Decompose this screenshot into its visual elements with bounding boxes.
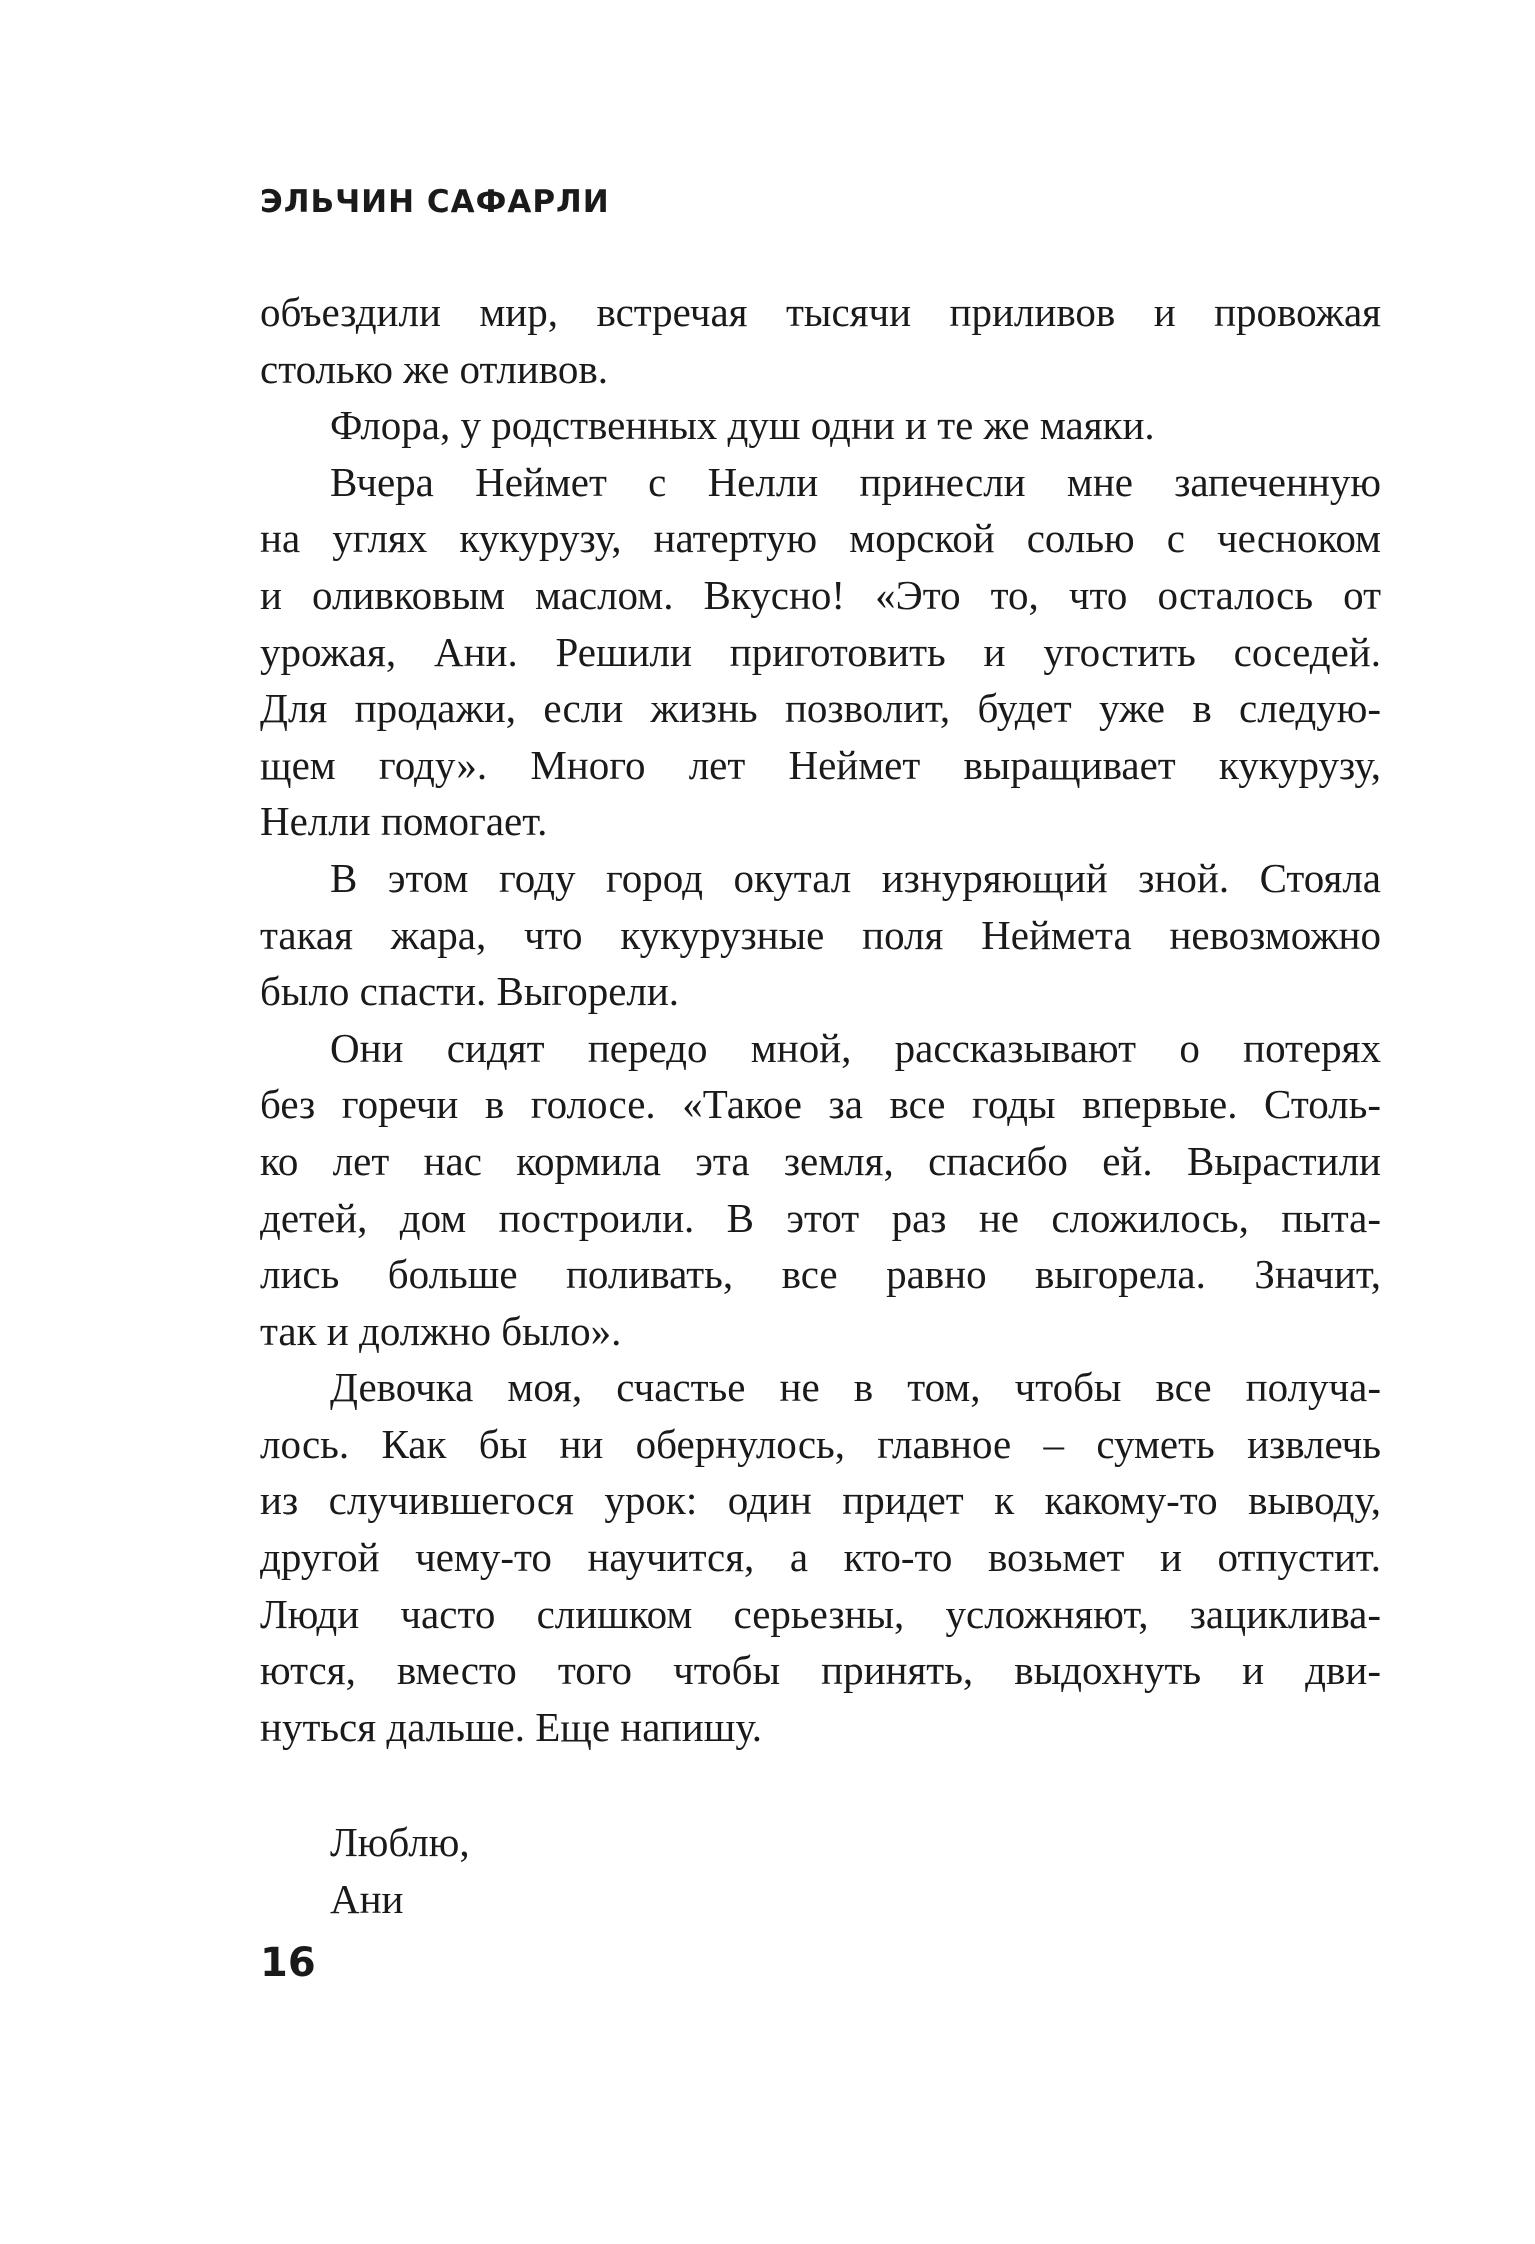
text-line: Люди часто слишком серьезны, усложняют, зациклива- bbox=[260, 1590, 1381, 1637]
text-line: лось. Как бы ни обернулось, главное – суметь извлечь bbox=[260, 1420, 1381, 1467]
text-line: было спасти. Выгорели. bbox=[260, 968, 680, 1015]
text-line: Флора, у родственных душ одни и те же маяки. bbox=[330, 402, 1155, 449]
text-line: и оливковым маслом. Вкусно! «Это то, что осталось от bbox=[260, 571, 1381, 618]
text-line: такая жара, что кукурузные поля Неймета невозможно bbox=[260, 911, 1381, 958]
text-line: Девочка моя, счастье не в том, чтобы все получа- bbox=[330, 1364, 1381, 1411]
body-text bbox=[260, 284, 1381, 1755]
text-line: детей, дом построили. В этот раз не сложилось, пыта- bbox=[260, 1194, 1381, 1241]
text-line: Нелли помогает. bbox=[260, 798, 548, 845]
text-line: столько же отливов. bbox=[260, 345, 608, 392]
text-line: нуться дальше. Еще напишу. bbox=[260, 1703, 762, 1750]
text-line: В этом году город окутал изнуряющий зной. Стояла bbox=[330, 854, 1381, 901]
text-line: Для продажи, если жизнь позволит, будет уже в следую- bbox=[260, 685, 1381, 732]
text-line: ко лет нас кормила эта земля, спасибо ей. Вырастили bbox=[260, 1137, 1381, 1184]
text-line: урожая, Ани. Решили приготовить и угостить соседей. bbox=[260, 628, 1381, 675]
page-number: 16 bbox=[260, 1940, 316, 1986]
text-line: ются, вместо того чтобы принять, выдохнуть и дви- bbox=[260, 1647, 1381, 1694]
signature bbox=[330, 1814, 470, 1927]
text-line: из случившегося урок: один придет к какому-то выводу, bbox=[260, 1477, 1381, 1524]
text-line: так и должно было». bbox=[260, 1307, 622, 1354]
signature-closing: Люблю, bbox=[330, 1819, 470, 1865]
text-line: Они сидят передо мной, рассказывают о потерях bbox=[330, 1024, 1381, 1071]
text-line: лись больше поливать, все равно выгорела. Значит, bbox=[260, 1251, 1381, 1298]
text-line: без горечи в голосе. «Такое за все годы впервые. Столь- bbox=[260, 1081, 1381, 1128]
text-line: на углях кукурузу, натертую морской солью с чесноком bbox=[260, 515, 1381, 562]
running-header-author: ЭЛЬЧИН САФАРЛИ bbox=[260, 184, 610, 220]
text-line: объездили мир, встречая тысячи приливов и провожая bbox=[260, 289, 1381, 335]
text-line: щем году». Много лет Неймет выращивает кукурузу, bbox=[260, 741, 1381, 788]
signature-name: Ани bbox=[330, 1875, 404, 1922]
text-line: другой чему-то научится, а кто-то возьмет и отпустит. bbox=[260, 1534, 1381, 1581]
text-line: Вчера Неймет с Нелли принесли мне запеченную bbox=[330, 458, 1381, 505]
